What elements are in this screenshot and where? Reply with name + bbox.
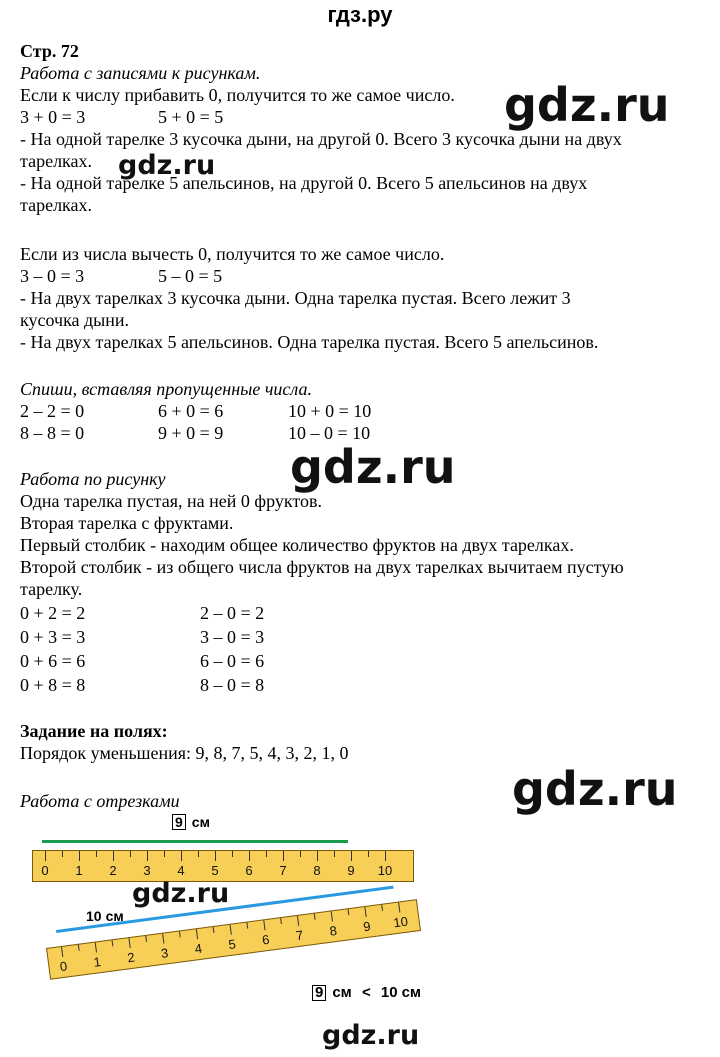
ruler-half-tick <box>266 851 267 857</box>
ruler-tick <box>351 851 352 861</box>
ruler-number: 9 <box>362 918 372 935</box>
ruler-tick <box>297 916 299 926</box>
ruler-tick <box>215 851 216 861</box>
ruler-half-tick <box>300 851 301 857</box>
equation: 3 – 0 = 3 <box>200 627 265 647</box>
equation: 10 – 0 = 10 <box>288 423 371 443</box>
ruler-tick <box>317 851 318 861</box>
compare-left-value: 9 <box>312 985 326 1001</box>
watermark: gdz.ru <box>132 878 230 909</box>
watermark: gdz.ru <box>504 78 670 132</box>
equation: 6 + 0 = 6 <box>158 401 224 421</box>
text-line: тарелку. <box>20 579 83 599</box>
ruler-tick <box>95 942 97 952</box>
ruler-number: 8 <box>313 863 321 878</box>
ruler-number: 3 <box>160 945 170 961</box>
segment-1-line <box>42 840 348 843</box>
equation: 3 + 0 = 3 <box>20 107 86 127</box>
ruler-half-tick <box>334 851 335 857</box>
ruler-tick <box>128 938 130 948</box>
ruler-number: 2 <box>109 863 117 878</box>
equation: 2 – 2 = 0 <box>20 401 85 421</box>
watermark: gdz.ru <box>290 440 456 494</box>
text-line: - На одной тарелке 5 апельсинов, на другой 0. Всего 5 апельсинов на двух <box>20 173 588 193</box>
ruler-tick <box>181 851 182 861</box>
text-line: тарелках. <box>20 151 93 171</box>
ruler-tick <box>147 851 148 861</box>
ruler-tick <box>364 907 366 917</box>
ruler-number: 1 <box>92 954 102 970</box>
watermark: gdz.ru <box>512 762 678 816</box>
watermark: gdz.ru <box>322 1020 420 1051</box>
equation: 9 + 0 = 9 <box>158 423 224 443</box>
ruler-number: 5 <box>211 863 219 878</box>
ruler-half-tick <box>198 851 199 857</box>
segment-1-unit: см <box>191 814 210 830</box>
ruler-number: 6 <box>245 863 253 878</box>
equation: 8 – 0 = 8 <box>200 675 265 695</box>
ruler-half-tick <box>314 914 316 920</box>
equation: 0 + 6 = 6 <box>20 651 86 671</box>
ruler-tick <box>283 851 284 861</box>
ruler-tick <box>162 934 164 944</box>
ruler-half-tick <box>348 909 350 915</box>
compare-sign: < <box>361 984 371 1001</box>
ruler-tick <box>230 925 232 935</box>
equation: 0 + 2 = 2 <box>20 603 86 623</box>
section-title-picture: Работа по рисунку <box>20 469 166 489</box>
ruler-tick <box>45 851 46 861</box>
rule-sub-zero: Если из числа вычесть 0, получится то же самое число. <box>20 244 445 264</box>
section-title-fill-in: Спиши, вставляя пропущенные числа. <box>20 379 312 399</box>
ruler-half-tick <box>164 851 165 857</box>
ruler-half-tick <box>62 851 63 857</box>
ruler-half-tick <box>368 851 369 857</box>
equation: 6 – 0 = 6 <box>200 651 265 671</box>
equation: 3 – 0 = 3 <box>20 266 85 286</box>
ruler-tick <box>249 851 250 861</box>
text-line: - На двух тарелках 3 кусочка дыни. Одна тарелка пустая. Всего лежит 3 <box>20 288 571 308</box>
compare-left-unit: см <box>332 984 352 1001</box>
ruler-number: 0 <box>41 863 49 878</box>
ruler-half-tick <box>280 918 282 924</box>
ruler-half-tick <box>145 936 147 942</box>
segment-2-unit: см <box>105 908 124 924</box>
ruler-half-tick <box>232 851 233 857</box>
ruler-half-tick <box>213 927 215 933</box>
ruler-tick <box>79 851 80 861</box>
ruler-half-tick <box>112 940 114 946</box>
ruler-tick <box>113 851 114 861</box>
segment-2-value: 10 <box>86 908 102 924</box>
ruler-tick <box>61 947 63 957</box>
page-number: Стр. 72 <box>20 41 79 61</box>
equation: 8 – 8 = 0 <box>20 423 85 443</box>
section-title-records: Работа с записями к рисункам. <box>20 63 261 83</box>
equation: 5 – 0 = 5 <box>158 266 223 286</box>
ruler-number: 8 <box>328 922 338 939</box>
section-title-segments: Работа с отрезками <box>20 791 180 811</box>
ruler-half-tick <box>78 945 80 951</box>
text-line: Одна тарелка пустая, на ней 0 фруктов. <box>20 491 322 511</box>
ruler-number: 1 <box>75 863 83 878</box>
section-title-margin-task: Задание на полях: <box>20 721 168 741</box>
text-line: - На двух тарелках 5 апельсинов. Одна тарелка пустая. Всего 5 апельсинов. <box>20 332 599 352</box>
ruler-number: 10 <box>392 913 409 931</box>
ruler-number: 2 <box>126 949 136 966</box>
watermark: gdz.ru <box>118 150 216 181</box>
text-line: Второй столбик - из общего числа фруктов на двух тарелках вычитаем пустую <box>20 557 624 577</box>
segment-1-value: 9 <box>172 814 186 830</box>
ruler-number: 7 <box>279 863 287 878</box>
ruler-half-tick <box>179 931 181 937</box>
compare-right-value: 10 <box>380 984 398 1001</box>
ruler-number: 5 <box>227 936 237 953</box>
decreasing-order: Порядок уменьшения: 9, 8, 7, 5, 4, 3, 2, 1, 0 <box>20 743 349 763</box>
ruler-tick <box>331 911 333 921</box>
ruler-number: 9 <box>347 863 355 878</box>
text-line: кусочка дыни. <box>20 310 130 330</box>
site-header: гдз.ру <box>327 2 393 27</box>
equation: 5 + 0 = 5 <box>158 107 224 127</box>
ruler-half-tick <box>96 851 97 857</box>
ruler-tick <box>385 851 386 861</box>
ruler-half-tick <box>246 922 248 928</box>
equation: 10 + 0 = 10 <box>288 401 372 421</box>
ruler-number: 6 <box>261 931 271 948</box>
ruler-number: 7 <box>294 927 305 944</box>
ruler-tick <box>398 903 400 913</box>
ruler-half-tick <box>130 851 131 857</box>
ruler-number: 0 <box>58 958 69 975</box>
text-line: Первый столбик - находим общее количество фруктов на двух тарелках. <box>20 535 574 555</box>
ruler-half-tick <box>381 905 383 911</box>
compare-right-unit: см <box>401 984 422 1001</box>
equation: 0 + 8 = 8 <box>20 675 86 695</box>
text-line: тарелках. <box>20 195 93 215</box>
ruler-number: 4 <box>177 863 185 878</box>
ruler-number: 10 <box>377 863 393 878</box>
equation: 2 – 0 = 2 <box>200 603 265 623</box>
rule-add-zero: Если к числу прибавить 0, получится то же самое число. <box>20 85 455 105</box>
segment-1-label <box>172 814 210 830</box>
segment-comparison <box>312 984 421 1001</box>
ruler-number: 4 <box>193 940 203 957</box>
text-line: Вторая тарелка с фруктами. <box>20 513 234 533</box>
text-line: - На одной тарелке 3 кусочка дыни, на другой 0. Всего 3 кусочка дыни на двух <box>20 129 622 149</box>
ruler-tick <box>263 920 265 930</box>
ruler-number: 3 <box>143 863 151 878</box>
equation: 0 + 3 = 3 <box>20 627 86 647</box>
ruler-tick <box>196 929 198 939</box>
